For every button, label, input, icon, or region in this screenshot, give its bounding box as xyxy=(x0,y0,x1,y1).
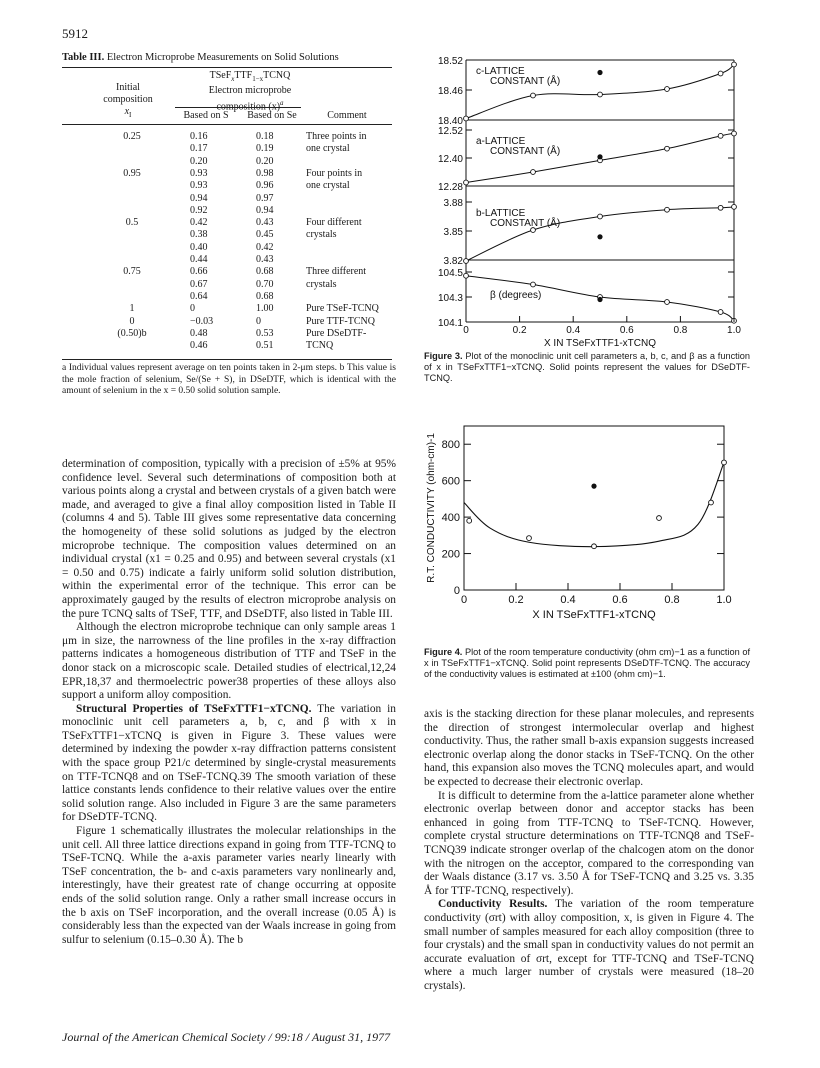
section-heading-structural: Structural Properties of TSeFxTTF1−xTCNQ. xyxy=(76,702,312,715)
right-paragraph-3: Conductivity Results. The variation of the room temperature conductivity (σrt) with alloy composition, x, is given in Figure 4. The small number of samples measured for each alloy composition (three to four crystals) and the small span in conductivity values do not permit an accurate evaluation of σrt, except for TTF-TCNQ and TSeF-TCNQ where a much larger number of crystals were measured (18–20 crystals). xyxy=(424,898,754,992)
journal-footer: Journal of the American Chemical Society / 99:18 / August 31, 1977 xyxy=(62,1030,391,1044)
fig3-solid-point xyxy=(597,154,602,159)
fig3-ytick-label: 104.5 xyxy=(437,268,463,279)
table-cell-s: 0.93 xyxy=(190,180,208,192)
table-cell-comment: one crystal xyxy=(306,143,350,155)
fig4-point xyxy=(709,500,714,505)
table-cell-comment: Pure TTF-TCNQ xyxy=(306,315,375,327)
table-mid-rule xyxy=(175,107,301,108)
left-column-text xyxy=(62,458,396,947)
fig3-xtick-label: 0.6 xyxy=(619,325,634,336)
fig3-ytick-label: 104.1 xyxy=(437,318,463,329)
fig3-point xyxy=(464,116,469,121)
fig4-ytick-label: 0 xyxy=(453,585,460,597)
fig4-ytick-label: 600 xyxy=(441,475,460,488)
head-compound: $TSeF_xTTF_{1-x}TCNQ$ Electron microprobe composition $(x)^a$ xyxy=(208,70,292,113)
right-column-text xyxy=(424,708,754,993)
table-cell-comment: Four different xyxy=(306,217,362,229)
table-cell-s: −0.03 xyxy=(190,315,214,327)
head-based-s: Based on S xyxy=(183,110,229,121)
fig3-xtick-label: 0.4 xyxy=(566,325,581,336)
fig3-ytick-label: 18.46 xyxy=(437,86,463,97)
table-cell-se: 0.94 xyxy=(256,204,274,216)
table-bottom-rule xyxy=(62,359,392,360)
table-cell-se: 0.18 xyxy=(256,131,274,142)
table-cell-se: 0.96 xyxy=(256,180,274,192)
table-cell-se: 0.19 xyxy=(256,143,274,155)
table-cell-se: 0.70 xyxy=(256,278,274,290)
page-number: 5912 xyxy=(62,26,88,41)
fig4-xaxis-label: X IN TSeFxTTF1-xTCNQ xyxy=(532,609,656,621)
head-comment: Comment xyxy=(327,110,367,121)
table-cell-comment: Pure TSeF-TCNQ xyxy=(306,303,379,315)
table-cell-s: 0.17 xyxy=(190,143,208,155)
fig4-curve xyxy=(464,462,724,546)
fig3-solid-point xyxy=(597,297,602,302)
table-cell-s: 0.38 xyxy=(190,229,208,241)
table-cell-s: 0.94 xyxy=(190,192,208,204)
table-head-rule xyxy=(62,124,392,125)
fig3-xtick-label: 0.2 xyxy=(512,325,527,336)
fig3-xtick-label: 0 xyxy=(463,325,469,336)
table-cell-se: 0.20 xyxy=(256,155,274,167)
table-cell-s: 0 xyxy=(190,303,195,315)
table-cell-se: 0.97 xyxy=(256,192,274,204)
fig4-solid-point xyxy=(591,484,596,489)
table-cell-se: 1.00 xyxy=(256,303,274,315)
table-cell-comment: crystals xyxy=(306,278,337,290)
fig3-xtick-label: 1.0 xyxy=(727,325,741,336)
fig3-panel-label-2: CONSTANT (Å) xyxy=(490,76,561,87)
table-cell-comment: one crystal xyxy=(306,180,350,192)
table-cell-s: 0.48 xyxy=(190,327,208,339)
fig4-xtick-label: 1.0 xyxy=(716,594,732,606)
fig4-yaxis-label: R.T. CONDUCTIVITY (ohm-cm)-1 xyxy=(426,433,437,583)
left-paragraph-1: determination of composition, typically with a precision of ±5% at 95% confidence level. Several such determinations of composition both at various points along a crystal and between crystals of a given batch were made, and averaged to give a final alloy composition listed in Table II (columns 4 and 5). Table III gives some representative data concerning the homogeneity of these solid solutions as judged by the electron microprobe technique. The composition values determined on an individual crystal (x1 = 0.25 and 0.95) and between several crystals (x1 = 0.50 and 0.75) indicate a fairly uniform solid solution distribution, within the experimental error of the technique. This error can be approximately gauged by the results of electron microprobe analysis on the pure TCNQ salts of TSeF, TTF, and DSeDTF, also listed in Table III. xyxy=(62,458,396,620)
fig3-point xyxy=(665,146,670,151)
fig3-point xyxy=(718,205,723,210)
table-cell-init: 0.25 xyxy=(123,131,141,142)
table-cell-se: 0.68 xyxy=(256,290,274,302)
table-footnote: a Individual values represent average on ten points taken in 2-μm steps. b This value is the mole fraction of selenium, Se/(Se + S), in DSeDTF, which is identical with the amount of selenium in the x = 0.50 solid solution sample. xyxy=(62,363,396,396)
fig4-ytick-label: 800 xyxy=(441,439,460,452)
fig3-point xyxy=(718,71,723,76)
left-paragraph-4: Figure 1 schematically illustrates the molecular relationships in the unit cell. All three lattice directions expand in going from TTF-TCNQ to TSeF-TCNQ. While the a-axis parameter varies nearly linearly with TSeF concentration, the b- and c-axis parameters vary nonlinearly and, interestingly, have their greatest rate of change occurring at opposite ends of the solid solution range. Only a rather small increase occurs in the b axis on TSeF incorporation, and the overall increase (0.05 Å) is considerably less than the expected van der Waals increase in going from sulfur to selenium (0.15–0.30 Å). The b xyxy=(62,825,396,946)
table-cell-s: 0.42 xyxy=(190,217,208,229)
head-based-se: Based on Se xyxy=(247,110,297,121)
fig3-panel-label: b-LATTICE xyxy=(476,208,526,219)
fig3-point xyxy=(665,207,670,212)
fig3-solid-point xyxy=(597,70,602,75)
right-paragraph-2: It is difficult to determine from the a-lattice parameter alone whether electronic overlap between donor and acceptor stacks has been enhanced in going from TTF-TCNQ to TSeF-TCNQ. However, complete crystal structure determinations on TTF-TCNQ8 and TSeF-TCNQ39 indicate stronger overlap of the chalcogen atom on the donor with the nitrogen on the acceptor, compared to the corresponding van der Waals distance (3.17 vs. 3.50 Å for TSeF-TCNQ and 3.25 vs. 3.35 Å for TTF-TCNQ, respectively). xyxy=(424,789,754,897)
fig3-ytick-label: 3.85 xyxy=(443,227,463,238)
fig3-point xyxy=(665,87,670,92)
fig4-point xyxy=(467,518,472,523)
right-paragraph-1: axis is the stacking direction for these planar molecules, and represents the direction of strongest intermolecular overlap and highest conductivity. Thus, the rather small b-axis expansion suggests increased electronic overlap along the donor stacks in TSeF-TCNQ. On the other hand, this expansion also moves the TCNQ molecules apart, and would be expected to decrease their electronic overlap. xyxy=(424,708,754,788)
fig3-ytick-label: 12.52 xyxy=(437,126,463,137)
fig4-xtick-label: 0 xyxy=(460,594,468,606)
fig3-point xyxy=(464,273,469,278)
table-cell-s: 0.20 xyxy=(190,155,208,167)
figure-3-chart xyxy=(412,54,752,350)
table-cell-se: 0.51 xyxy=(256,340,274,352)
fig3-ytick-label: 12.40 xyxy=(437,154,463,165)
fig3-point xyxy=(732,131,737,136)
table-cell-s: 0.66 xyxy=(190,266,208,278)
fig4-point xyxy=(527,536,532,541)
fig3-point xyxy=(598,92,603,97)
fig4-xtick-label: 0.6 xyxy=(612,594,628,606)
table-cell-s: 0.46 xyxy=(190,340,208,352)
fig3-point xyxy=(464,180,469,185)
table-cell-init: (0.50)b xyxy=(117,327,147,339)
fig3-ytick-label: 104.3 xyxy=(437,293,463,304)
fig3-ytick-label: 3.88 xyxy=(443,198,463,209)
fig3-xaxis-label: X IN TSeFxTTF1-xTCNQ xyxy=(543,338,657,349)
table-cell-se: 0.53 xyxy=(256,327,274,339)
table-cell-comment: Four points in xyxy=(306,167,363,179)
table-cell-se: 0.42 xyxy=(256,241,274,253)
table-cell-s: 0.92 xyxy=(190,204,208,216)
fig3-panel-label: c-LATTICE xyxy=(476,66,525,77)
fig4-point xyxy=(722,460,727,465)
table-top-rule xyxy=(62,67,392,68)
fig3-point xyxy=(732,204,737,209)
fig3-ytick-label: 18.52 xyxy=(437,56,463,67)
fig3-ytick-label: 12.28 xyxy=(437,182,463,193)
table-cell-init: 0.5 xyxy=(125,217,139,229)
table-cell-se: 0 xyxy=(256,315,261,327)
table-cell-comment: Three different xyxy=(306,266,367,278)
fig3-ytick-label: 18.40 xyxy=(437,116,463,127)
fig4-frame xyxy=(464,426,724,590)
fig3-panel-label: β (degrees) xyxy=(490,290,542,301)
fig3-point xyxy=(732,62,737,67)
table-cell-init: 0.75 xyxy=(123,266,141,278)
table-cell-se: 0.98 xyxy=(256,167,274,179)
fig3-solid-point xyxy=(597,234,602,239)
fig4-ytick-label: 200 xyxy=(441,548,460,561)
table-title xyxy=(62,52,392,63)
fig3-point xyxy=(718,310,723,315)
fig3-point xyxy=(531,170,536,175)
table-cell-s: 0.40 xyxy=(190,241,208,253)
table-cell-comment: Three points in xyxy=(306,131,367,142)
fig3-point xyxy=(665,300,670,305)
table-cell-se: 0.43 xyxy=(256,254,274,265)
section-heading-conductivity: Conductivity Results. xyxy=(438,898,548,911)
fig3-panel-label-2: CONSTANT (Å) xyxy=(490,146,561,157)
fig4-ytick-label: 400 xyxy=(441,512,460,525)
table-cell-se: 0.43 xyxy=(256,217,274,229)
table-cell-s: 0.93 xyxy=(190,167,208,179)
fig4-xtick-label: 0.2 xyxy=(508,594,524,606)
fig4-xtick-label: 0.8 xyxy=(664,594,680,606)
fig3-ytick-label: 3.82 xyxy=(443,256,463,267)
table-cell-comment: TCNQ xyxy=(306,340,334,352)
fig3-point xyxy=(718,133,723,138)
fig3-xtick-label: 0.8 xyxy=(673,325,688,336)
left-paragraph-3: Structural Properties of TSeFxTTF1−xTCNQ. The variation in monoclinic unit cell parameters a, b, c, and β with x in TSeFxTTF1−xTCNQ is given in Figure 3. These values were determined by indexing the powder x-ray diffraction patterns consistent with the space group P21/c determined by single-crystal measurements on TTF-TCNQ8 and on TSeF-TCNQ.39 The smooth variation of these lattice constants lends confidence to their relative values over the entire solid solution range. Also included in Figure 3 are the same parameters for DSeDTF-TCNQ. xyxy=(62,702,396,824)
fig3-point xyxy=(531,93,536,98)
fig3-panel-label-2: CONSTANT (Å) xyxy=(490,218,561,229)
left-paragraph-2: Although the electron microprobe technique can only sample areas 1 μm in size, the narrowness of the line profiles in the x-ray diffraction patterns indicates a homogeneous distribution of TTF and TSeF in the donor stack on a microscopic scale. Detailed studies of electrical,12,24 EPR,18,37 and thermoelectric power38 properties of these alloys also support a uniform alloy composition. xyxy=(62,621,396,702)
table-cell-init: 0 xyxy=(129,315,135,327)
fig3-panel-label: a-LATTICE xyxy=(476,136,526,147)
table-cell-comment: crystals xyxy=(306,229,337,241)
table-cell-se: 0.68 xyxy=(256,266,274,278)
head-initial: Initial composition $x_I$ xyxy=(103,82,153,119)
table-cell-init: 0.95 xyxy=(123,167,141,179)
figure-3-caption: Figure 3. Plot of the monoclinic unit cell parameters a, b, c, and β as a function of x in TSeFxTTF1−xTCNQ. Solid points represent the values for DSeDTF-TCNQ. xyxy=(424,351,750,383)
figure-4-caption: Figure 4. Plot of the room temperature conductivity (ohm cm)−1 as a function of x in TSeFxTTF1−xTCNQ. Solid point represents DSeDTF-TCNQ. The accuracy of the conductivity values is estimated at ±100 (ohm cm)−1. xyxy=(424,647,751,679)
fig4-xtick-label: 0.4 xyxy=(560,594,576,606)
fig4-point xyxy=(657,516,662,521)
table-caption: Electron Microprobe Measurements on Solid Solutions xyxy=(106,52,339,63)
fig3-point xyxy=(531,282,536,287)
table-label: Table III. xyxy=(62,52,105,63)
fig4-point xyxy=(592,544,597,549)
table-cell-se: 0.45 xyxy=(256,229,274,241)
table-cell-init: 1 xyxy=(129,303,135,315)
table-cell-s: 0.44 xyxy=(190,254,208,265)
table-cell-s: 0.67 xyxy=(190,278,208,290)
fig3-point xyxy=(464,259,469,264)
figure-4-chart xyxy=(412,418,752,638)
table-cell-s: 0.64 xyxy=(190,290,208,302)
fig3-point xyxy=(598,214,603,219)
table-cell-s: 0.16 xyxy=(190,131,208,142)
table-cell-comment: Pure DSeDTF- xyxy=(306,327,367,339)
